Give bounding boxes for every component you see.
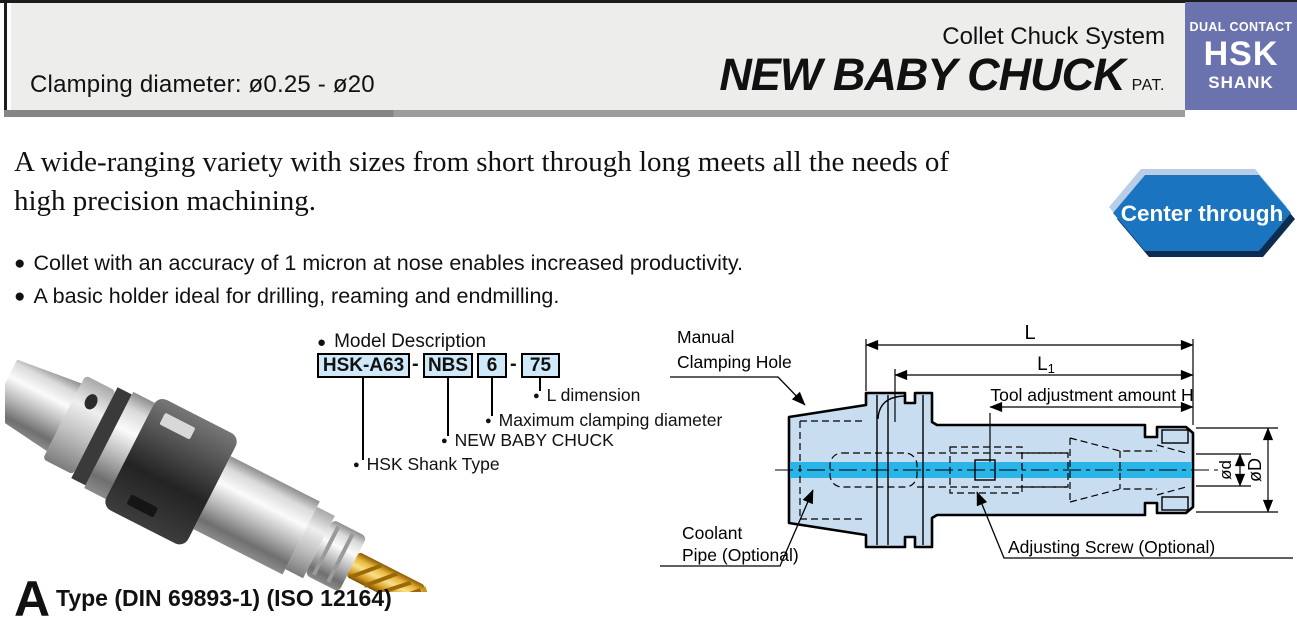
patent-label: PAT. [1131, 77, 1165, 94]
label-coolant-line1: Coolant [682, 523, 743, 543]
dim-label-L1-base: L [1037, 354, 1048, 375]
model-dash: - [412, 353, 419, 375]
label-manual-line2: Clamping Hole [677, 352, 792, 372]
callout-l-dimension [533, 385, 640, 406]
dim-label-L: L [1024, 325, 1036, 344]
model-box-shank: HSK-A63 [317, 353, 410, 378]
callout-line-chuck [447, 378, 449, 436]
label-manual-line1: Manual [677, 327, 735, 347]
model-dash: - [510, 353, 517, 375]
type-letter: A [14, 571, 50, 619]
bullet-icon: ● [441, 434, 448, 447]
callout-new-baby-chuck [441, 430, 614, 451]
feature-bullet-2 [14, 280, 559, 314]
dim-label-H: Tool adjustment amount H [990, 385, 1194, 405]
badge-hsk: HSK [1203, 34, 1279, 73]
model-box-diameter: 6 [477, 353, 507, 378]
dim-label-L1 [1037, 354, 1055, 376]
callout-max-clamping-text: Maximum clamping diameter [498, 410, 723, 430]
product-title [719, 50, 1165, 111]
left-border-rule [4, 0, 7, 117]
badge-shank: SHANK [1208, 72, 1274, 92]
callout-hsk-shank-type [353, 454, 500, 475]
bullet-icon: ● [14, 286, 26, 307]
header-underline-bar [4, 110, 1185, 117]
model-box-series: NBS [423, 353, 473, 378]
callout-new-baby-chuck-text: NEW BABY CHUCK [454, 430, 614, 450]
callout-line-shank [362, 378, 364, 460]
model-description-heading [317, 331, 486, 353]
label-adjusting-screw: Adjusting Screw (Optional) [1008, 537, 1216, 557]
badge-dual-contact: DUAL CONTACT [1189, 19, 1293, 34]
system-label: Collet Chuck System [942, 23, 1165, 50]
dim-label-L1-sub: 1 [1047, 361, 1055, 376]
dim-label-oD: øD [1245, 458, 1265, 482]
center-through-badge [1108, 164, 1296, 262]
dim-label-od: ød [1216, 460, 1235, 480]
callout-hsk-shank-type-text: HSK Shank Type [366, 454, 500, 474]
bullet-icon: ● [485, 414, 492, 427]
lead-line-1: A wide-ranging variety with sizes from short through long meets all the needs of [14, 146, 950, 178]
center-through-label: Center through [1120, 201, 1284, 226]
model-box-length: 75 [521, 353, 560, 378]
feature-text-1: Collet with an accuracy of 1 micron at nose enables increased productivity. [33, 251, 743, 275]
product-title-text: NEW BABY CHUCK [719, 49, 1125, 100]
bullet-icon: ● [353, 458, 360, 471]
lead-line-2: high precision machining. [14, 185, 317, 217]
feature-text-2: A basic holder ideal for drilling, reaming and endmilling. [33, 284, 560, 308]
model-description-title: Model Description [334, 331, 487, 352]
bullet-icon: ● [14, 253, 26, 274]
type-spec-text: Type (DIN 69893-1) (ISO 12164) [56, 585, 392, 611]
feature-bullet-1 [14, 247, 743, 281]
label-coolant-line2: Pipe (Optional) [682, 545, 799, 565]
hsk-shank-badge [1185, 2, 1297, 110]
bullet-icon: ● [317, 334, 327, 351]
title-block [719, 24, 1165, 111]
clamping-diameter-label: Clamping diameter: ø0.25 - ø20 [30, 71, 375, 98]
lead-paragraph [14, 143, 1099, 221]
callout-l-dimension-text: L dimension [546, 385, 641, 405]
technical-drawing [650, 325, 1297, 585]
bullet-icon: ● [533, 389, 540, 402]
